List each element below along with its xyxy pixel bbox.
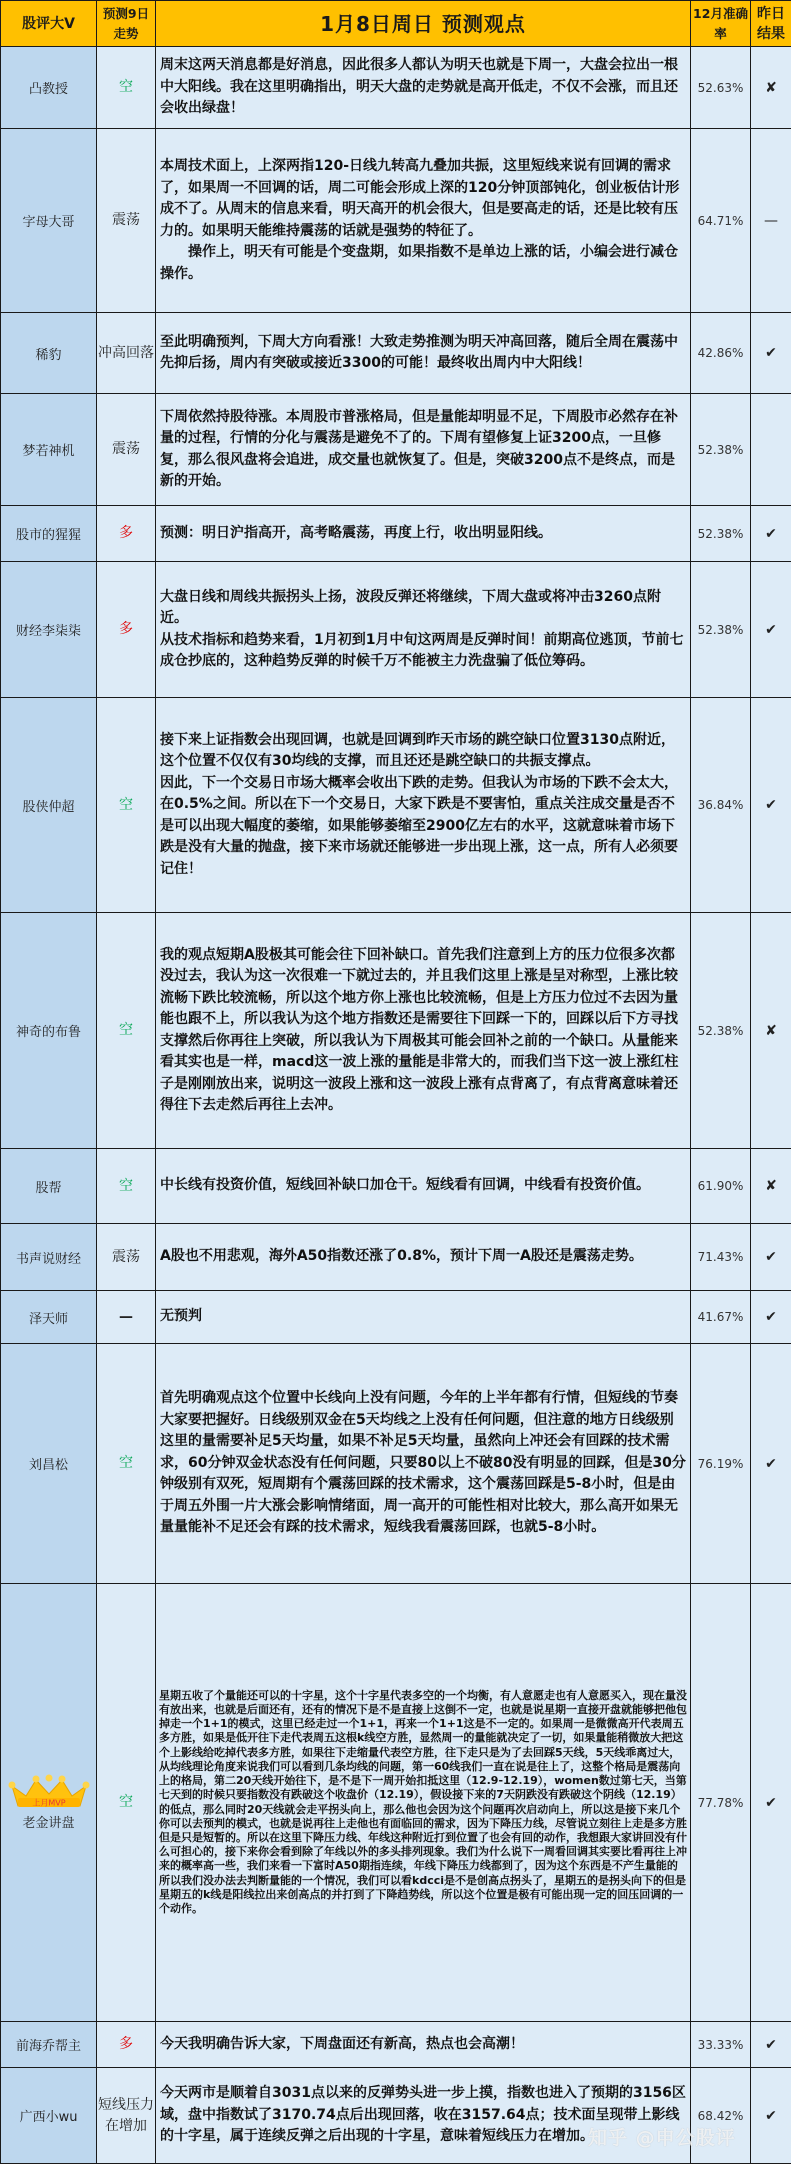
- accuracy-rate: 36.84%: [691, 698, 751, 913]
- prediction-text: [156, 129, 691, 313]
- result-check-icon: ✔: [751, 1584, 791, 2022]
- prediction-text: [156, 1291, 691, 1344]
- result-check-icon: ✔: [751, 1224, 791, 1291]
- trend-value: 多: [97, 506, 156, 562]
- prediction-text: [156, 1344, 691, 1584]
- accuracy-rate: 33.33%: [691, 2022, 751, 2068]
- accuracy-rate: 68.42%: [691, 2068, 751, 2164]
- table-row: [1, 394, 791, 506]
- header-row: [1, 1, 791, 47]
- prediction-paragraph: 今天两市是顺着自3031点以来的反弹势头进一步上摸，指数也进入了预期的3156区域，盘中指数试了3170.74点后出现回落，收在3157.64点；技术面呈现带上影线的十字星，属于连续反弹之后出现的十字星，意味着短线压力在增加。: [160, 2083, 687, 2148]
- analyst-name-cell: [1, 1584, 97, 2022]
- table-row: [1, 2022, 791, 2068]
- result-check-icon: ✔: [751, 698, 791, 913]
- accuracy-rate: 64.71%: [691, 129, 751, 313]
- result-check-icon: ✔: [751, 1291, 791, 1344]
- result-check-icon: ✔: [751, 2068, 791, 2164]
- analyst-name: 财经李柒柒: [1, 562, 97, 698]
- page-title: 1月8日周日 预测观点: [156, 1, 691, 47]
- accuracy-rate: 52.63%: [691, 47, 751, 129]
- trend-value: —: [97, 1291, 156, 1344]
- trend-value: 多: [97, 2022, 156, 2068]
- table-row: [1, 1149, 791, 1224]
- analyst-name: 字母大哥: [1, 129, 97, 313]
- accuracy-rate: 61.90%: [691, 1149, 751, 1224]
- prediction-text: [156, 313, 691, 394]
- trend-value: 震荡: [97, 1224, 156, 1291]
- accuracy-rate: 71.43%: [691, 1224, 751, 1291]
- result-check-icon: ✔: [751, 562, 791, 698]
- result-cross-icon: ✘: [751, 913, 791, 1149]
- prediction-paragraph: A股也不用悲观，海外A50指数还涨了0.8%，预计下周一A股还是震荡走势。: [160, 1246, 687, 1268]
- prediction-paragraph: 无预判: [160, 1306, 687, 1328]
- trend-value: 震荡: [97, 394, 156, 506]
- table-row: [1, 698, 791, 913]
- mvp-crown-icon: [6, 1774, 92, 1810]
- analyst-name: 广西小wu: [1, 2068, 97, 2164]
- table-row: [1, 313, 791, 394]
- table-row: [1, 129, 791, 313]
- prediction-paragraph: 下周依然持股待涨。本周股市普涨格局，但是量能却明显不足，下周股市必然存在补量的过程，行情的分化与震荡是避免不了的。下周有望修复上证3200点，一旦修复，那么很风盘将会追进，成交量也就恢复了。但是，突破3200点不是终点，而是新的开始。: [160, 407, 687, 493]
- table-row: [1, 913, 791, 1149]
- trend-value: 空: [97, 1344, 156, 1584]
- result-dash-icon: —: [751, 129, 791, 313]
- prediction-text: [156, 394, 691, 506]
- result-check-icon: ✔: [751, 506, 791, 562]
- accuracy-rate: 52.38%: [691, 913, 751, 1149]
- prediction-paragraph: 预测：明日沪指高开，高考略震荡，再度上行，收出明显阳线。: [160, 523, 687, 545]
- accuracy-rate: 52.38%: [691, 506, 751, 562]
- analyst-name: 书声说财经: [1, 1224, 97, 1291]
- accuracy-rate: 76.19%: [691, 1344, 751, 1584]
- trend-value: 冲高回落: [97, 313, 156, 394]
- prediction-paragraph: 接下来上证指数会出现回调，也就是回调到昨天市场的跳空缺口位置3130点附近，这个位置不仅仅有30均线的支撑，而且还还是跳空缺口的共振支撑点。: [160, 730, 687, 773]
- analyst-name: 凸教授: [1, 47, 97, 129]
- table-row: [1, 1224, 791, 1291]
- analyst-name: 股侠仲超: [1, 698, 97, 913]
- header-name: 股评大V: [1, 1, 97, 47]
- prediction-paragraph: 星期五收了个量能还可以的十字星，这个十字星代表多空的一个均衡，有人意愿走也有人意愿买入，现在量没有放出来，也就是后面还有，还有的情况下是不是直接上这倒不一定，也就是说星期一直接开盘就能够把他包掉走一个1+1的模式，这里已经走过一个1+1，再来一个1+1这是不一定的。如果周一是微微高开代表周五多方胜，如果是低开往下走代表周五这根k线空方胜，显然周一的量能就决定了一切，如果量能稍微放大把这个上影线给吃掉代表多方胜，如果往下走缩量代表空方胜，往下走只是为了去回踩5天线，5天线乖离过大，从均线理论角度来说我们可以看到几条均线的问题，第一60线我们一直在说是往上了，这整个格局是震荡向上的格局，第二20天线开始往下，是不是下一周开始扣抵这里（12.9-12.19），women数过第七天，当第七天到的时候只要指数没有跌破这个收盘价（12.19），假设接下来的7天阴跌没有跌破这个阴线（12.19）的低点，那么同时20天线就会走平拐头向上，那么他也会因为这个问题再次启动向上，所以这是接下来几个你可以去预判的模式，也就是说再往上走他也有面临回的需求，因为下降压力线，尽管说立刻往上走是多方胜但是只是短暂的。所以在这里下降压力线、年线这种附近打到位置了也会有回的动作，我想跟大家讲回没有什么可担心的，接下来你会看到除了年线以外的多头排列现象。我们为什么说下一周看回调其实要比看再往上冲来的概率高一些，我们来看一下富时A50期指连续，年线下降压力线都到了，因为这个东西是不产生量能的所以我们没办法去判断量能的一个情况，我们可以看kdcci是不是创高点拐头了，星期五的是拐头向下的但是星期五的k线是阳线拉出来创高点的并打到了下降趋势线，所以这个位置是极有可能出现一定的回压回调的一个动作。: [159, 1689, 687, 1916]
- prediction-paragraph: 我的观点短期A股极其可能会往下回补缺口。首先我们注意到上方的压力位很多次都没过去，我认为这一次很难一下就过去的，并且我们这里上涨是呈对称型，上涨比较流畅下跌比较流畅，所以这个地方你上涨也比较流畅，但是上方压力位过不去因为量能也跟不上，所以我认为这个地方指数还是需要往下回踩一下的，回踩以后下方寻找支撑然后你再往上突破，所以我认为下周极其可能会回补之前的一个缺口。从量能来看其实也是一样，macd这一波上涨的量能是非常大的，而我们当下这一波上涨红柱子是刚刚放出来，说明这一波段上涨和这一波段上涨有点背离了，有点背离意味着还得往下去走然后再往上去冲。: [160, 945, 687, 1117]
- table-row: [1, 47, 791, 129]
- analyst-name: 前海乔帮主: [1, 2022, 97, 2068]
- prediction-paragraph: 大盘日线和周线共振拐头上扬，波段反弹还将继续，下周大盘或将冲击3260点附近。: [160, 587, 687, 630]
- mvp-badge-text: 上月MVP: [32, 1798, 65, 1808]
- result-empty: [751, 394, 791, 506]
- table-row: [1, 1584, 791, 2022]
- result-cross-icon: ✘: [751, 47, 791, 129]
- prediction-paragraph: 中长线有投资价值，短线回补缺口加仓干。短线看有回调，中线看有投资价值。: [160, 1175, 687, 1197]
- accuracy-rate: 41.67%: [691, 1291, 751, 1344]
- result-cross-icon: ✘: [751, 1149, 791, 1224]
- analyst-name: 梦若神机: [1, 394, 97, 506]
- prediction-text: [156, 698, 691, 913]
- table-row: [1, 1291, 791, 1344]
- prediction-text: [156, 1584, 691, 2022]
- trend-value: 空: [97, 1149, 156, 1224]
- analyst-name: 股帮: [1, 1149, 97, 1224]
- analyst-name: 泽天师: [1, 1291, 97, 1344]
- header-result: 昨日结果: [751, 1, 791, 47]
- result-check-icon: ✔: [751, 2022, 791, 2068]
- trend-value: 空: [97, 698, 156, 913]
- analyst-name: 稀豹: [1, 313, 97, 394]
- accuracy-rate: 52.38%: [691, 394, 751, 506]
- prediction-text: [156, 1224, 691, 1291]
- analyst-name: 神奇的布鲁: [1, 913, 97, 1149]
- prediction-text: [156, 2022, 691, 2068]
- accuracy-rate: 77.78%: [691, 1584, 751, 2022]
- trend-value: 震荡: [97, 129, 156, 313]
- table-row: [1, 506, 791, 562]
- table-row: [1, 2068, 791, 2164]
- trend-value: 短线压力在增加: [97, 2068, 156, 2164]
- prediction-paragraph: 今天我明确告诉大家，下周盘面还有新高，热点也会高潮！: [160, 2034, 687, 2056]
- prediction-paragraph: 本周技术面上，上深两指120-日线九转高九叠加共振，这里短线来说有回调的需求了，如果周一不回调的话，周二可能会形成上深的120分钟顶部钝化，创业板估计形成不了。从周末的信息来看，明天高开的机会很大，但是要高走的话，还是比较有压力的。如果明天能维持震荡的话就是强势的特征了。: [160, 156, 687, 242]
- trend-value: 空: [97, 47, 156, 129]
- analyst-name: 刘昌松: [1, 1344, 97, 1584]
- accuracy-rate: 52.38%: [691, 562, 751, 698]
- prediction-paragraph: 从技术指标和趋势来看，1月初到1月中旬这两周是反弹时间！前期高位逃顶，节前七成仓抄底的，这种趋势反弹的时候千万不能被主力洗盘骗了低位筹码。: [160, 630, 687, 673]
- prediction-text: [156, 562, 691, 698]
- result-check-icon: ✔: [751, 313, 791, 394]
- accuracy-rate: 42.86%: [691, 313, 751, 394]
- prediction-paragraph: 首先明确观点这个位置中长线向上没有问题，今年的上半年都有行情，但短线的节奏大家要把握好。日线级别双金在5天均线之上没有任何问题，但注意的地方日线级别这里的量需要补足5天均量，如果不补足5天均量，虽然向上冲还会有回踩的技术需求，60分钟双金状态没有任何问题，只要80以上不破80没有明显的回踩，但是30分钟级别有双死，短周期有个震荡回踩的技术需求，这个震荡回踩是5-8小时，但是由于周五外围一片大涨会影响情绪面，周一高开的可能性相对比较大，那么高开如果无量量能补不足还会有踩的技术需求，短线我看震荡回踩，也就5-8小时。: [160, 1388, 687, 1539]
- analyst-name: 股市的猩猩: [1, 506, 97, 562]
- prediction-paragraph: 至此明确预判，下周大方向看涨！大致走势推测为明天冲高回落，随后全周在震荡中先抑后扬，周内有突破或接近3300的可能！最终收出周内中大阳线！: [160, 332, 687, 375]
- table-row: [1, 562, 791, 698]
- trend-value: 空: [97, 913, 156, 1149]
- trend-value: 多: [97, 562, 156, 698]
- prediction-paragraph: 操作上，明天有可能是个变盘期，如果指数不是单边上涨的话，小编会进行减仓操作。: [160, 242, 687, 285]
- analyst-name: 老金讲盘: [22, 1816, 74, 1831]
- prediction-text: [156, 2068, 691, 2164]
- header-rate: 12月准确率: [691, 1, 751, 47]
- table-row: [1, 1344, 791, 1584]
- prediction-paragraph: 因此，下一个交易日市场大概率会收出下跌的走势。但我认为市场的下跌不会太大，在0.5%之间。所以在下一个交易日，大家下跌是不要害怕，重点关注成交量是否不是可以出现大幅度的萎缩，如果能够萎缩至2900亿左右的水平，这就意味着市场下跌是没有大量的抛盘，接下来市场就还能够进一步出现上涨，这一点，所有人必须要记住！: [160, 773, 687, 881]
- prediction-text: [156, 1149, 691, 1224]
- watermark: 知乎 @申公股评: [588, 2123, 736, 2150]
- trend-value: 空: [97, 1584, 156, 2022]
- result-check-icon: ✔: [751, 1344, 791, 1584]
- prediction-text: [156, 913, 691, 1149]
- header-trend: 预测9日走势: [97, 1, 156, 47]
- prediction-text: [156, 47, 691, 129]
- prediction-paragraph: 周末这两天消息都是好消息，因此很多人都认为明天也就是下周一，大盘会拉出一根中大阳线。我在这里明确指出，明天大盘的走势就是高开低走，不仅不会涨，而且还会收出绿盘！: [160, 55, 687, 120]
- prediction-text: [156, 506, 691, 562]
